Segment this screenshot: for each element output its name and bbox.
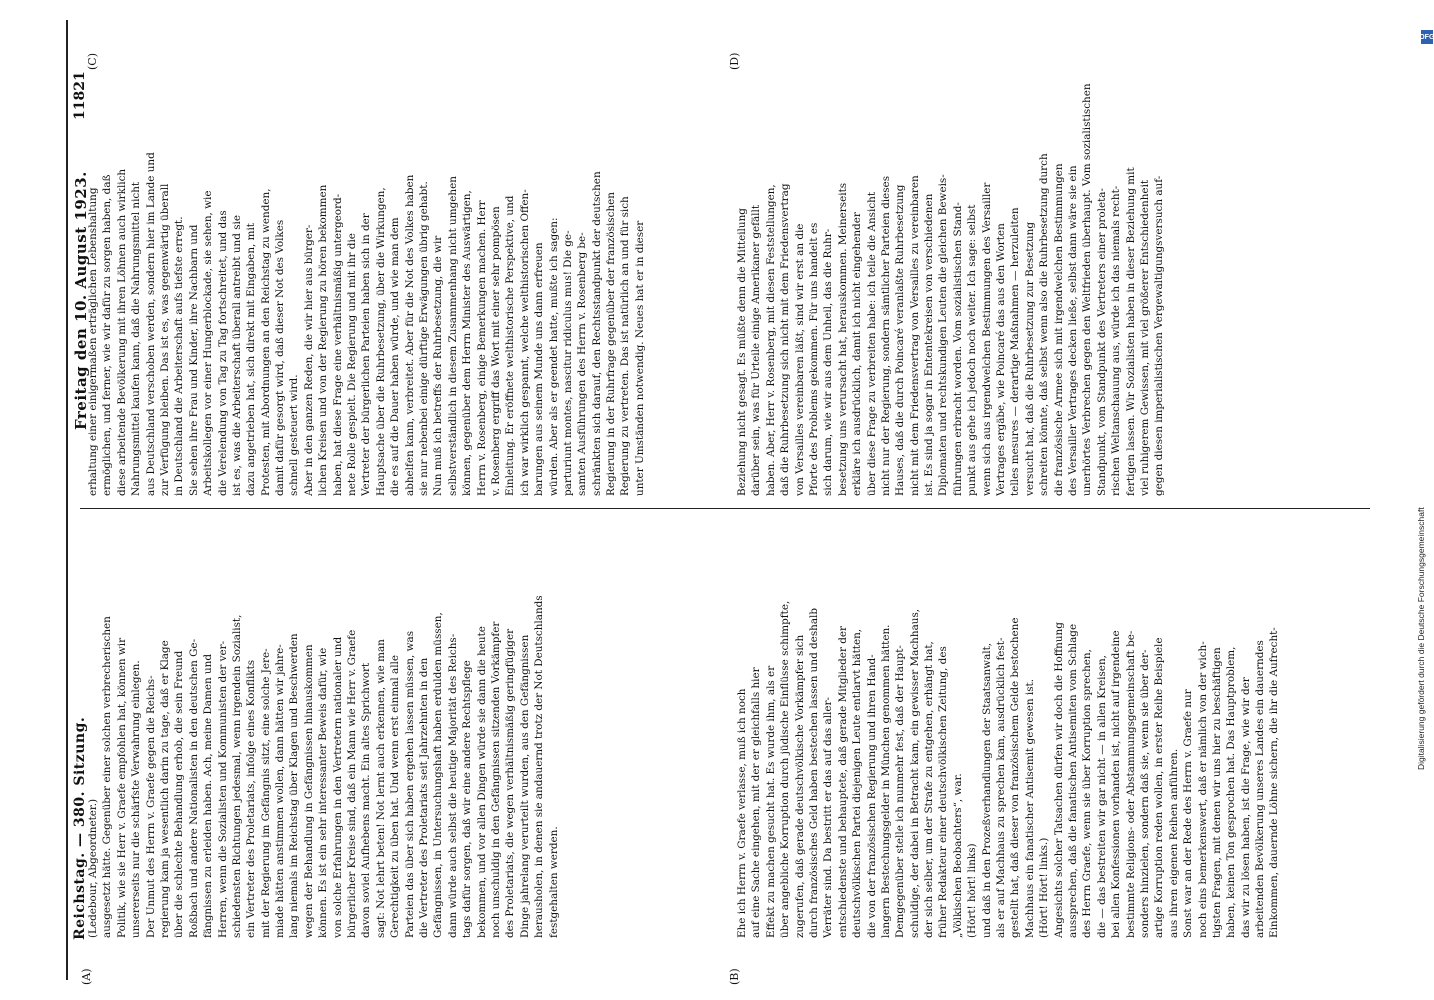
text-line: die Vertreter des Proletariats seit Jahrzehnten in den xyxy=(417,657,430,938)
text-line: Nun muß ich betreffs der Ruhrbesetzung, die wir xyxy=(432,235,445,496)
text-line: ist. Es sind ja sogar in Ententekreisen von verschiedenen xyxy=(923,193,936,496)
page-number: 11821 xyxy=(72,71,88,120)
header-date: Freitag den 10. August 1923. xyxy=(72,171,90,430)
text-line: zugerufen, daß gerade deutschvölkische Vorkämpfer sich xyxy=(793,634,806,938)
text-line: Gefängnissen, in Untersuchungshaft haben erdulden müssen, xyxy=(432,612,445,938)
text-line: Einleitung. Er eröffnete welthistorische Perspektive, und xyxy=(504,195,517,496)
text-column-3 xyxy=(735,518,1375,938)
text-line: diese arbeitende Bevölkerung mit ihren Löhnen auch wirklich xyxy=(115,168,128,496)
text-line: können, gegenüber dem Herrn Minister des Auswärtigen, xyxy=(461,190,474,496)
text-line: des Versailler Vertrages decken ließe, selbst dann wäre sie ein xyxy=(1066,165,1079,496)
text-line: haben, keinen Ton gesprochen hat. Das Hauptproblem, xyxy=(1225,646,1238,938)
dfg-logo-text: DFG xyxy=(1419,33,1434,41)
text-line: rischen Weltanschauung aus, würde ich das niemals recht- xyxy=(1110,185,1123,496)
text-line: Diplomaten und rechtskundigen Leuten die gleichen Beweis- xyxy=(937,174,950,496)
text-line: noch unschuldig in den Gefängnissen sitzenden Vorkämpfer xyxy=(489,621,502,938)
text-line: tigsten Fragen, mit denen wir uns hier zu beschäftigen xyxy=(1210,647,1223,938)
text-line: telles mesures — derartige Maßnahmen — herzuleiten xyxy=(1009,207,1022,496)
text-line: schreiten könnte, daß selbst wenn also die Ruhrbesetzung durch xyxy=(1038,153,1051,496)
margin-marker-b: (B) xyxy=(728,968,741,985)
text-line: über die schlechte Behandlung erhob, die sein Freund xyxy=(173,650,186,938)
text-line: Ehe ich Herrn v. Graefe verlasse, muß ich noch xyxy=(736,688,748,938)
text-line: sagt: Not lehrt beten! Not lernt auch erkennen, wie man xyxy=(374,639,387,938)
text-line: schränkten sich darauf, den Rechtsstandpunkt der deutschen xyxy=(590,171,603,496)
text-line: Sonst war an der Rede des Herrn v. Graefe nur xyxy=(1182,689,1195,938)
text-line: fertigen lassen. Wir Sozialisten haben in dieser Beziehung mit xyxy=(1124,167,1137,496)
text-line: Hauptsache über die Ruhrbesetzung, über die Wirkungen, xyxy=(374,187,387,496)
text-line: ausgesetzt hätte. Gegenüber einer solchen verbrecherischen xyxy=(101,616,114,938)
header-rule xyxy=(66,20,68,980)
text-line: aussprechen, daß die fanatischen Antisemiten vom Schlage xyxy=(1066,623,1079,938)
text-line: sonders hinzielen, sondern daß sie, wenn sie über der- xyxy=(1138,649,1151,938)
text-line: arbeitenden Bevölkerung unseres Landes ein dauerndes xyxy=(1254,640,1267,938)
text-line: Vertrages ergäbe, wie Poincaré das aus den Worten xyxy=(995,223,1008,496)
text-line: regierung kam ja wesentlich darin zu tage, daß er Klage xyxy=(158,640,171,938)
text-line: Effekt zu machen gesucht hat. Es wurde ihm, als er xyxy=(764,665,777,938)
text-line: erhaltung einer einigermaßen erträglichen Lebenshaltung xyxy=(87,187,99,496)
text-line: deutschvölkischen Partei diejenigen Leute entlarvt hätten, xyxy=(851,628,864,938)
text-line: lichen Kreisen und von der Regierung zu hören bekommen xyxy=(317,184,330,496)
text-line: Roßbach und andere Nationalisten in den deutschen Ge- xyxy=(187,638,200,938)
text-line: parturiunt montes, nascitur ridiculus mus! Die ge- xyxy=(561,230,574,496)
text-line: die französische Armee sich mit irgendwelchen Bestimmungen xyxy=(1052,163,1065,496)
text-line: bestimmte Religions- oder Abstammungsgemeinschaft be- xyxy=(1124,630,1137,938)
text-line: des Herrn Graefe, wenn sie über Korruption sprechen, xyxy=(1081,649,1094,938)
text-line: führungen erbracht worden. Vom sozialistischen Stand- xyxy=(951,202,964,496)
text-line: besetzung uns verursacht hat, herauskommen. Meinerseits xyxy=(836,182,849,496)
text-line: Herrn v. Rosenberg, einige Bemerkungen machen. Herr xyxy=(475,200,488,496)
text-line: ist es, was die Arbeiterschaft überall antreibt und sie xyxy=(230,215,243,496)
text-line: gegen diesen imperialistischen Vergewaltigungsversuch auf- xyxy=(1153,175,1166,496)
text-line: über diese Frage zu verbreiten habe: ich teile die Ansicht xyxy=(865,191,878,496)
text-line: unsererseits nur die schärfste Verwahrung einlegen. xyxy=(130,660,143,938)
text-line: Aber in den ganzen Reden, die wir hier aus bürger- xyxy=(302,224,315,496)
text-line: nicht mit dem Friedensvertrag von Versailles zu vereinbaren xyxy=(908,175,921,496)
text-line: Politik, wie sie Herr v. Graefe empfohlen hat, können wir xyxy=(115,637,128,938)
text-line: Einkommen, dauernde Löhne sichern, die ihr die Aufrecht- xyxy=(1268,627,1281,938)
text-line: aus Deutschland verschoben werden, sondern hier im Lande und xyxy=(144,152,157,496)
text-line: Sie sehen ihre Frau und Kinder, ihre Nachbarn und xyxy=(187,224,200,496)
text-line: bei allen Konfessionen vorhanden ist, nicht auf irgendeine xyxy=(1110,630,1123,938)
text-line: die es auf die Dauer haben würde, und wie man dem xyxy=(389,217,402,496)
text-line: Hauses, daß die durch Poincaré veranlaßte Ruhrbesetzung xyxy=(894,184,907,496)
text-line: noch eins bemerkenswert, daß er nämlich von der wich- xyxy=(1196,641,1209,938)
text-line: Standpunkt, vom Standpunkt des Vertreters einer proleta- xyxy=(1095,188,1108,496)
text-line: über angebliche Korruption durch jüdische Einflüsse schimpfte, xyxy=(779,600,792,938)
text-line: sie nur nebenbei einige dürftige Erwägungen übrig gehabt. xyxy=(417,181,430,496)
text-line: Parteien das über sich haben ergehen lassen müssen, was xyxy=(403,630,416,938)
text-line: schnell gesteuert wird. xyxy=(288,374,301,496)
text-line: Protesten, mit Abordnungen an den Reichstag zu wenden, xyxy=(259,188,272,496)
text-line: daß die Ruhrbesetzung sich nicht mit dem Friedensvertrag xyxy=(779,183,792,496)
text-line: artige Korruption reden wollen, in erster Reihe Beispiele xyxy=(1153,637,1166,938)
text-line: festgehalten werden. xyxy=(547,826,560,938)
text-line: bürgerlicher Kreise sind, daß ein Mann wie Herr v. Graefe xyxy=(346,629,359,938)
text-line: versucht hat, daß die Ruhrbesetzung zur Besetzung xyxy=(1023,221,1036,496)
text-line: ich war wirklich gespannt, welche welthistorischen Offen- xyxy=(518,189,531,496)
text-line: aus ihren eigenen Reihen anführen. xyxy=(1167,748,1180,938)
text-line: davon soviel Aufhebens macht. Ein altes Sprichwort xyxy=(360,662,373,938)
text-line: fängnissen zu erleiden haben. Ach, meine Damen und xyxy=(202,653,215,938)
text-line: „Völkischen Beobachters“, war. xyxy=(951,773,964,938)
text-line: bekommen, und vor allen Dingen würde sie dann die heute xyxy=(475,626,488,938)
text-line: des Proletariats, die wegen verhältnismäßig geringfügiger xyxy=(504,628,517,938)
text-line: die — das bestreiten wir gar nicht — in allen Kreisen, xyxy=(1095,655,1108,938)
text-line: dann würde auch selbst die heutige Majorität des Reichs- xyxy=(446,633,459,938)
text-line: barungen aus seinem Munde uns dann erfreuen xyxy=(533,242,546,496)
text-line: schiedensten Richtungen jedesmal, wenn irgendein Sozialist, xyxy=(230,614,243,938)
text-line: ein Vertreter des Proletariats, infolge eines Konflikts xyxy=(245,659,258,938)
text-line: der sich selber, um der Strafe zu entgehen, erhängt hat, xyxy=(923,641,936,938)
text-line: früher Redakteur einer deutschvölkischen Zeitung, des xyxy=(937,646,950,938)
text-line: gestellt hat, daß dieser von französischem Gelde bestochene xyxy=(1009,617,1022,938)
text-line: (Ledebour, Abgeordneter.) xyxy=(87,798,99,938)
text-line: Arbeitskollegen vor einer Hungerblockade, sie sehen, wie xyxy=(202,190,215,496)
text-line: die von der französischen Regierung und ihren Hand- xyxy=(865,654,878,938)
text-line: sich darum, wie wir aus dem Unheil, das die Ruhr- xyxy=(822,228,835,496)
margin-marker-d: (D) xyxy=(728,52,741,70)
dfg-logo xyxy=(1421,30,1433,44)
text-line: Regierung in der Ruhrfrage gegenüber der französischen xyxy=(605,192,618,496)
text-line: abhelfen kann, verbreitet. Aber für die Not des Volkes haben xyxy=(403,174,416,496)
column-divider xyxy=(80,508,1370,509)
text-line: entschiedenste und behauptete, daß gerade Mitglieder der xyxy=(836,626,849,938)
text-line: Pforte des Problems gekommen. Für uns handelt es xyxy=(807,222,820,496)
text-line: Machhaus ein fanatischer Antisemit gewesen ist. xyxy=(1023,679,1036,938)
text-line: in Deutschland die Arbeiterschaft aufs tiefste erregt. xyxy=(173,216,186,496)
text-line: die Verelendung von Tag zu Tag fortschreitet, und das xyxy=(216,210,229,496)
text-line: lang niemals im Reichstag über Klagen und Beschwerden xyxy=(288,633,301,938)
text-line: haben, hat diese Frage eine verhältnismäßig untergeord- xyxy=(331,193,344,496)
text-line: (Hört! Hört! links.) xyxy=(1038,837,1051,938)
text-line: und daß in den Prozeßverhandlungen der Staatsanwalt, xyxy=(980,642,993,938)
text-column-2 xyxy=(86,76,726,496)
text-line: Angesichts solcher Tatsachen dürfen wir doch die Hoffnung xyxy=(1052,622,1065,938)
text-line: herausholen, in denen sie andauernd trotz der Not Deutschlands xyxy=(533,595,546,938)
text-line: auf eine Sache eingehen, mit der er gleichfalls hier xyxy=(750,667,763,938)
text-line: mit der Regierung im Gefängnis sitzt, eine solche Jere- xyxy=(259,648,272,938)
text-line: Herren, wenn die Sozialisten und Kommunisten der ver- xyxy=(216,640,229,938)
text-line: zur Verfügung bleiben. Das ist es, was gegenwärtig überall xyxy=(158,183,171,496)
text-line: unter Umständen notwendig. Neues hat er in dieser xyxy=(633,220,646,496)
text-line: Regierung zu vertreten. Das ist natürlich an und für sich xyxy=(619,196,632,496)
text-line: langern Bestechungsgelder in München genommen hätten. xyxy=(879,624,892,938)
text-column-4 xyxy=(735,76,1375,496)
margin-marker-a: (A) xyxy=(80,968,93,985)
text-line: können. Es ist ein sehr interessanter Beweis dafür, wie xyxy=(317,647,330,938)
text-line: als er auf Machhaus zu sprechen kam, ausdrücklich fest- xyxy=(995,637,1008,938)
text-line: selbstverständlich in diesem Zusammenhang nicht umgehen xyxy=(446,176,459,496)
text-line: das wir zu lösen haben, ist die Frage, wie wir der xyxy=(1239,677,1252,938)
text-line: erkläre ich ausdrücklich, damit ich nicht eingehender xyxy=(851,212,864,496)
text-line: wenn sich aus irgendwelchen Bestimmungen des Versailler xyxy=(980,182,993,496)
text-line: durch französisches Geld haben bestechen lassen und deshalb xyxy=(807,607,820,938)
text-line: von Versailles vereinbaren läßt, sind wir erst an die xyxy=(793,223,806,496)
text-line: von solche Erfahrungen in den Vertretern nationaler und xyxy=(331,636,344,938)
digitization-credit: Digitalisierung gefördert durch die Deutsche Forschungsgemeinschaft xyxy=(1416,507,1426,770)
text-line: Dinge jahrelang verurteilt wurden, aus den Gefängnissen xyxy=(518,634,531,938)
text-line: Demgegenüber stelle ich nunmehr fest, daß der Haupt- xyxy=(894,645,907,938)
text-line: Beziehung nicht gesagt. Es müßte denn die Mitteilung xyxy=(736,208,748,496)
margin-marker-c: (C) xyxy=(86,53,99,70)
text-line: Der Unmut des Herrn v. Graefe gegen die Reichs- xyxy=(144,675,157,938)
text-line: punkt aus gehe ich jedoch noch weiter. Ich sage: selbst xyxy=(966,204,979,496)
text-line: würden. Aber als er geendet hatte, mußte ich sagen: xyxy=(547,217,560,496)
text-line: dazu angetrieben hat, sich direkt mit Eingaben, mit xyxy=(245,223,258,496)
text-column-1 xyxy=(86,518,726,938)
text-line: Nahrungsmittel kaufen kann, daß die Nahrungsmittel nicht xyxy=(130,181,143,496)
text-line: Gerechtigkeit zu üben hat. Und wenn erst einmal alle xyxy=(389,655,402,938)
text-line: darüber sein, was für Urteile einige Amerikaner gefällt xyxy=(750,204,763,496)
text-line: nete Rolle gespielt. Die Regierung und mit ihr die xyxy=(346,233,359,496)
text-line: Verräter sind. Da bestritt er das auf das aller- xyxy=(822,697,835,938)
text-line: samten Ausführungen des Herrn v. Rosenberg be- xyxy=(576,232,589,496)
header-left: Reichstag. — 380. Sitzung. xyxy=(72,716,88,940)
text-line: wegen der Behandlung in Gefängnissen hinauskommen xyxy=(302,644,315,938)
text-line: (Hört! hört! links) xyxy=(966,843,979,938)
text-line: tags dafür sorgen, daß wir eine andere Rechtspflege xyxy=(461,660,474,938)
text-line: haben. Aber, Herr v. Rosenberg, mit diesen Feststellungen, xyxy=(764,184,777,496)
text-line: unerhörtes Verbrechen gegen den Weltfrieden überhaupt. Vom sozialistischen xyxy=(1081,83,1094,496)
text-line: viel ruhigerem Gewissen, mit viel größerer Entschiedenheit xyxy=(1138,179,1151,496)
text-line: schuldige, der dabei in Betracht kam, ein gewisser Machhaus, xyxy=(908,608,921,938)
text-line: ermöglichen, und ferner, wie wir dafür zu sorgen haben, daß xyxy=(101,174,114,496)
text-line: damit dafür gesorgt wird, daß dieser Not des Volkes xyxy=(274,219,287,496)
text-line: miade hätten anstimmen wollen, dann hätten wir jahre- xyxy=(274,644,287,938)
text-line: v. Rosenberg ergriff das Wort mit einer sehr pompösen xyxy=(489,206,502,496)
text-line: nicht nur der Regierung, sondern sämtlicher Parteien dieses xyxy=(879,175,892,496)
text-line: Vertreter der bürgerlichen Parteien haben sich in der xyxy=(360,213,373,496)
